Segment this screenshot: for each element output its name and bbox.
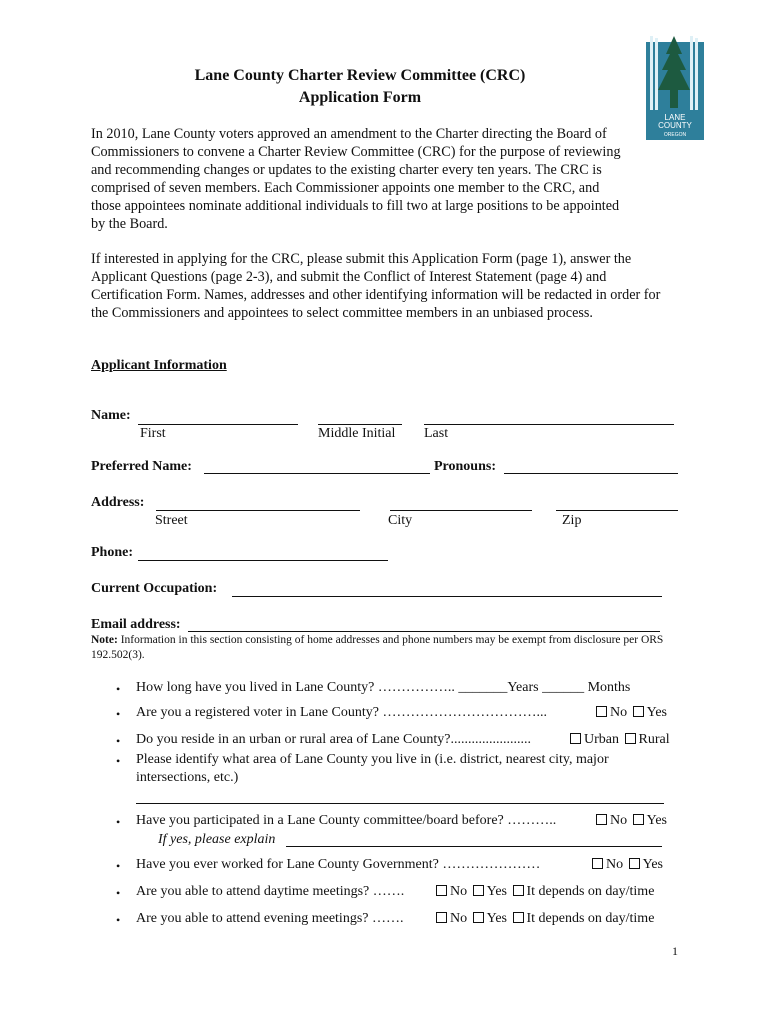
- evening-no-checkbox[interactable]: [436, 912, 447, 923]
- daytime-no-checkbox[interactable]: [436, 885, 447, 896]
- bullet: •: [116, 886, 121, 900]
- question-daytime-meetings: Are you able to attend daytime meetings? …….: [136, 884, 405, 899]
- form-subtitle: Application Form: [298, 89, 422, 106]
- daytime-yes-checkbox[interactable]: [473, 885, 484, 896]
- voter-yes-checkbox[interactable]: [633, 706, 644, 717]
- intro-paragraph-1: In 2010, Lane County voters approved an amendment to the Charter directing the Board of Commissioners to convene a Charter Review Committee (CRC) for the purpose of reviewing and recommending changes or updates to the existing charter every ten years. The CRC is comprised of seven members. Each Commissioner appoints one member to the CRC, and those appointees nominate additional individuals to fill two at large positions to be appointed by the Board.: [91, 126, 621, 232]
- committee-no-checkbox[interactable]: [596, 814, 607, 825]
- zip-label: Zip: [562, 513, 582, 528]
- bullet: •: [116, 682, 121, 696]
- question-evening-meetings: Are you able to attend evening meetings? …….: [136, 911, 404, 926]
- bullet: •: [116, 815, 121, 829]
- committee-options: No Yes: [594, 813, 667, 829]
- street-field[interactable]: [156, 510, 360, 511]
- name-label: Name:: [91, 408, 131, 423]
- pronouns-label: Pronouns:: [434, 459, 496, 474]
- question-committee-participation: Have you participated in a Lane County committee/board before? ………..: [136, 813, 557, 828]
- email-label: Email address:: [91, 617, 181, 632]
- evening-depends-checkbox[interactable]: [513, 912, 524, 923]
- bullet: •: [116, 754, 121, 768]
- applicant-info-heading: Applicant Information: [91, 358, 227, 373]
- question-area-line1: Please identify what area of Lane County you live in (i.e. district, nearest city, major: [136, 752, 609, 767]
- registered-voter-options: No Yes: [594, 705, 667, 721]
- svg-text:OREGON: OREGON: [663, 132, 687, 138]
- daytime-options: No Yes It depends on day/time: [434, 884, 654, 900]
- preferred-name-field[interactable]: [204, 473, 430, 474]
- phone-field[interactable]: [138, 560, 388, 561]
- first-label: First: [140, 426, 166, 441]
- urban-rural-options: Urban Rural: [568, 732, 670, 748]
- intro-paragraph-2: If interested in applying for the CRC, please submit this Application Form (page 1), answer the Applicant Questions (page 2-3), and submit the Conflict of Interest Statement (page 4) and Certification Form. Names, addresses and other identifying information will be redacted in order for the Commissioners and appointees to select committee members in an unbiased process.: [91, 251, 661, 321]
- address-label: Address:: [91, 495, 145, 510]
- explain-label: If yes, please explain: [158, 832, 276, 847]
- voter-no-checkbox[interactable]: [596, 706, 607, 717]
- last-label: Last: [424, 426, 449, 441]
- city-field[interactable]: [390, 510, 532, 511]
- middle-initial-label: Middle Initial: [318, 426, 396, 441]
- question-area-line2: intersections, etc.): [136, 770, 239, 785]
- area-answer-field[interactable]: [136, 803, 664, 804]
- preferred-name-label: Preferred Name:: [91, 459, 192, 474]
- privacy-note: Note: Information in this section consisting of home addresses and phone numbers may be exempt from disclosure per ORS 192.502(3).: [91, 634, 664, 661]
- urban-checkbox[interactable]: [570, 733, 581, 744]
- street-label: Street: [155, 513, 188, 528]
- last-name-field[interactable]: [424, 424, 674, 425]
- bullet: •: [116, 913, 121, 927]
- rural-checkbox[interactable]: [625, 733, 636, 744]
- question-years-lived: How long have you lived in Lane County? …………….. _______Years ______ Months: [136, 680, 631, 695]
- svg-text:COUNTY: COUNTY: [658, 121, 692, 130]
- form-title: Lane County Charter Review Committee (CRC): [194, 67, 526, 84]
- bullet: •: [116, 859, 121, 873]
- question-urban-rural: Do you reside in an urban or rural area of Lane County?.......................: [136, 732, 531, 747]
- zip-field[interactable]: [556, 510, 678, 511]
- worked-county-options: No Yes: [590, 857, 663, 873]
- worked-yes-checkbox[interactable]: [629, 858, 640, 869]
- email-field[interactable]: [188, 631, 660, 632]
- pronouns-field[interactable]: [504, 473, 678, 474]
- lane-county-logo: [642, 32, 708, 140]
- worked-no-checkbox[interactable]: [592, 858, 603, 869]
- page-number: 1: [672, 944, 678, 958]
- question-worked-county: Have you ever worked for Lane County Government? …………………: [136, 857, 541, 872]
- bullet: •: [116, 707, 121, 721]
- occupation-field[interactable]: [232, 596, 662, 597]
- evening-yes-checkbox[interactable]: [473, 912, 484, 923]
- committee-yes-checkbox[interactable]: [633, 814, 644, 825]
- bullet: •: [116, 734, 121, 748]
- occupation-label: Current Occupation:: [91, 581, 218, 596]
- first-name-field[interactable]: [138, 424, 298, 425]
- question-registered-voter: Are you a registered voter in Lane County? ……………………………...: [136, 705, 547, 720]
- svg-text:LANE: LANE: [664, 113, 686, 122]
- city-label: City: [388, 513, 413, 528]
- phone-label: Phone:: [91, 545, 133, 560]
- middle-initial-field[interactable]: [318, 424, 402, 425]
- daytime-depends-checkbox[interactable]: [513, 885, 524, 896]
- explain-field[interactable]: [286, 846, 662, 847]
- evening-options: No Yes It depends on day/time: [434, 911, 654, 927]
